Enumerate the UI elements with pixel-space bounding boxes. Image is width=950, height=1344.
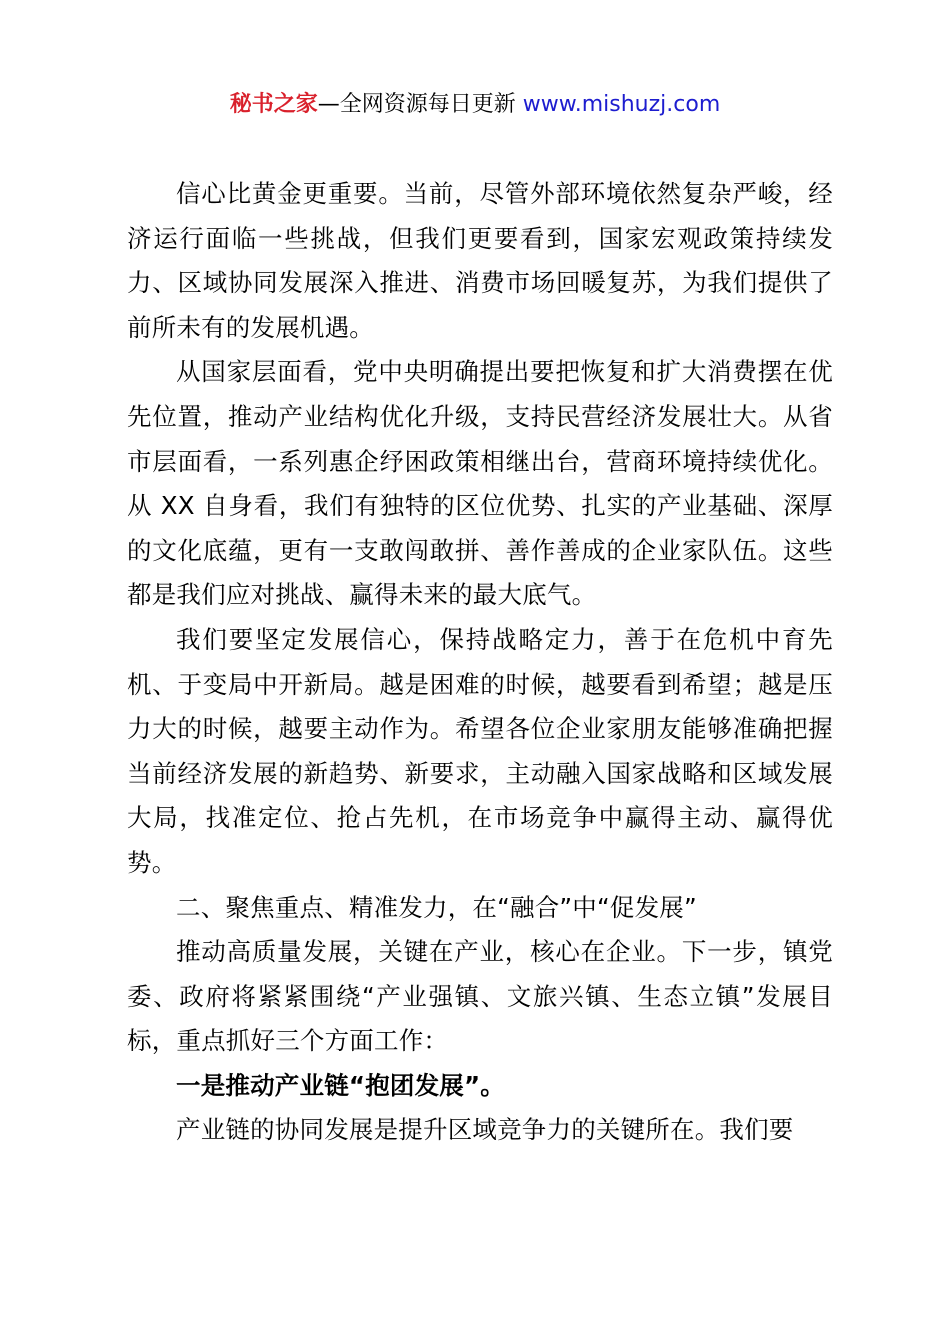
- paragraph-strategic-focus: 我们要坚定发展信心，保持战略定力，善于在危机中育先机、于变局中开新局。越是困难的时候，越要看到希望；越是压力大的时候，越要主动作为。希望各位企业家朋友能够准确把握当前经济发展的新趋势、新要求，主动融入国家战略和区域发展大局，找准定位、抢占先机，在市场竞争中赢得主动、赢得优势。: [127, 624, 833, 877]
- paragraph-industry-chain: 产业链的协同发展是提升区域竞争力的关键所在。我们要: [176, 1115, 794, 1145]
- site-slogan: —全网资源每日更新: [317, 92, 516, 117]
- site-url-link[interactable]: www.mishuzj.com: [522, 92, 721, 117]
- paragraph-confidence: 信心比黄金更重要。当前，尽管外部环境依然复杂严峻，经济运行面临一些挑战，但我们更要看到，国家宏观政策持续发力、区域协同发展深入推进、消费市场回暖复苏，为我们提供了前所未有的发展机遇。: [127, 179, 833, 342]
- site-brand: 秘书之家: [229, 92, 318, 117]
- paragraph-national-level: 从国家层面看，党中央明确提出要把恢复和扩大消费摆在优先位置，推动产业结构优化升级，支持民营经济发展壮大。从省市层面看，一系列惠企纾困政策相继出台，营商环境持续优化。从 XX 自身看，我们有独特的区位优势、扎实的产业基础、深厚的文化底蕴，更有一支敢闯敢拼、善作善成的企业家队伍。这些都是我们应对挑战、赢得未来的最大底气。: [127, 357, 833, 610]
- paragraph-high-quality-development: 推动高质量发展，关键在产业，核心在企业。下一步，镇党委、政府将紧紧围绕“产业强镇、文旅兴镇、生态立镇”发展目标，重点抓好三个方面工作：: [127, 937, 833, 1056]
- document-body: [127, 172, 833, 1153]
- section-heading-two: 二、聚焦重点、精准发力，在“融合”中“促发展”: [176, 892, 697, 922]
- subheading-industry-chain: 一是推动产业链“抱团发展”。: [176, 1070, 506, 1100]
- site-header: [0, 90, 950, 120]
